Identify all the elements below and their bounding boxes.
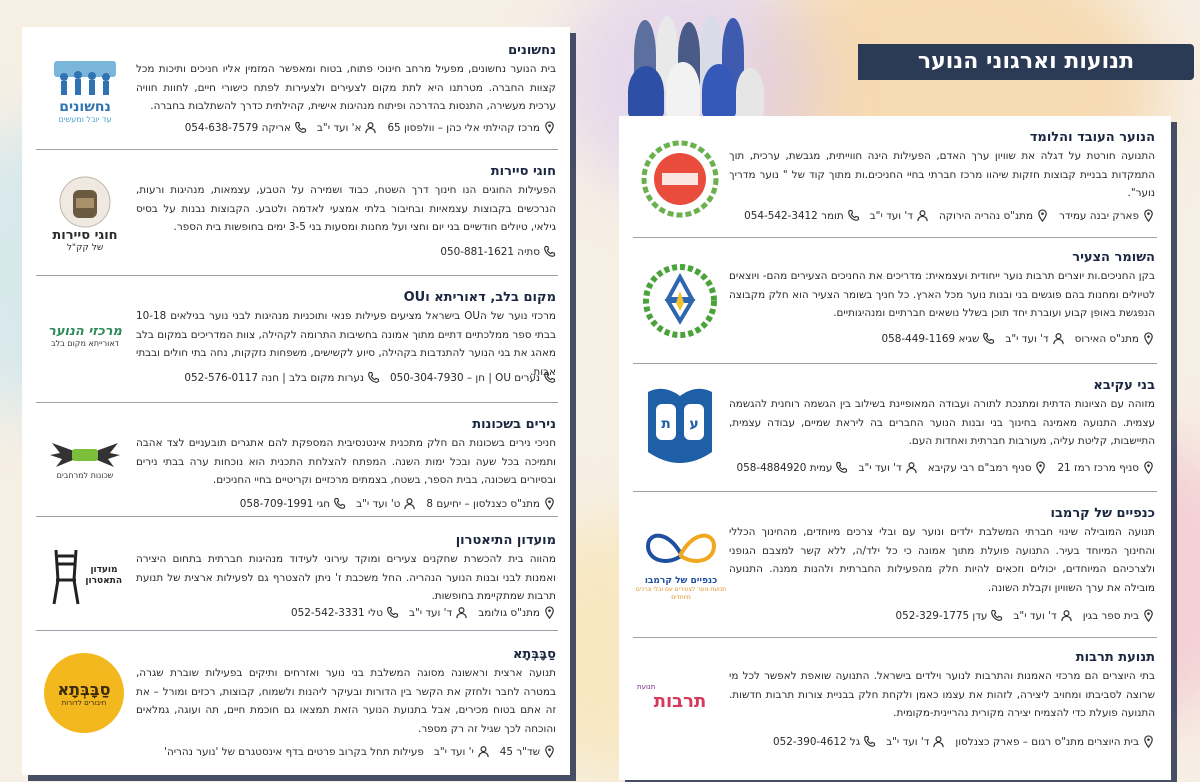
phone-icon xyxy=(294,121,307,134)
org-name: חוגי סיירות xyxy=(490,164,556,179)
star-wreath-icon xyxy=(640,261,720,341)
org-card-krembo xyxy=(633,492,1157,638)
svg-text:ת: ת xyxy=(661,416,671,432)
location-icon xyxy=(1034,461,1047,474)
org-description: תנועה ארצית וראשונה מסוגה המשלבת בני נוער ואזרחים ותיקים בפעילות שוברת שגרה, במטרה לחבר ולחזק את הקשר בין הדורות ובעיקר ליהנות ולשמוח, קבוצות, רכזים ומורל – את זה אתם בטוח מכירים, אבל בתנועת הנוער הזאת תמצאו גם חוכמת חיים, תה ועוגה, גמלאים והוכחה לכך שגיל זה רק מספר. xyxy=(136,667,556,735)
org-contact: בית ספר בגין ד' ועד י"ב עדן 052-329-1775 xyxy=(896,609,1156,622)
left-panel xyxy=(22,27,570,775)
phone-icon xyxy=(847,209,860,222)
person-icon xyxy=(932,735,945,748)
location-icon xyxy=(1142,461,1155,474)
org-logo: תנועת תרבות xyxy=(637,682,707,712)
location-icon xyxy=(1036,209,1049,222)
org-logo: כנפיים של קרמבו תנועת נוער לצעירים עם ובלי צרכים מיוחדים xyxy=(635,514,727,614)
org-logo xyxy=(637,380,723,476)
org-card-sababta xyxy=(36,631,558,769)
org-name: נחשונים xyxy=(508,43,556,58)
person-icon xyxy=(477,745,490,758)
person-icon xyxy=(455,606,468,619)
phone-icon xyxy=(863,735,876,748)
org-card-noar-haoved xyxy=(633,120,1157,238)
phone-icon xyxy=(367,371,380,384)
org-name: נירים בשכונות xyxy=(472,417,556,432)
wings-icon xyxy=(48,439,122,471)
org-contact: נערים OU | חן – 050-304-7930 נערות מקום בלב | חנה 052-576-0117 xyxy=(184,371,556,384)
org-name: השומר הצעיר xyxy=(1072,250,1155,265)
org-description: מרכזי נוער של הOU בישראל מציעים פעילות פנאי ותוכניות מנהיגות לבני נוער בגילאים 10-18 בבתי ספר ממלכתיים דתיים מתוך אמונה בחשיבות התרומה לקהילה, צוות המדריכים במקום בלב מאהג את בני הנוער להתנדבות בקהילה, סיוע לקשישים, משפחות נזקקות, נחה בתי חולים ובבתי אבות. xyxy=(136,310,556,378)
org-card-hashomer-hatzair xyxy=(633,238,1157,364)
page-title: תנועות וארגוני הנוער xyxy=(858,44,1194,80)
org-name: תנועת תרבות xyxy=(1075,650,1155,665)
location-icon xyxy=(543,745,556,758)
org-name: סַבָּבְּתָא xyxy=(512,647,556,662)
phone-icon xyxy=(835,461,848,474)
person-icon xyxy=(905,461,918,474)
org-card-sayarot xyxy=(36,150,558,276)
org-logo: מרכזי הנוער דאורייתא מקום בלב xyxy=(48,324,122,348)
location-icon xyxy=(1142,332,1155,345)
org-name: מועדון התיאטרון xyxy=(455,533,556,548)
org-card-theatre xyxy=(36,517,558,631)
org-card-makom-balev xyxy=(36,276,558,403)
location-icon xyxy=(1142,609,1155,622)
backpack-icon xyxy=(54,176,116,228)
org-contact: פארק יבנה עמידר מתנ"ס נהריה הירוקה ד' ועד י"ב תומר 054-542-3412 xyxy=(744,209,1155,222)
org-logo xyxy=(637,136,723,222)
org-description: חניכי נירים בשכונות הם חלק מתכנית אינטנסיבית המספקת להם אתגרים תובעניים לצד אהבה ותמיכה בכל שעה ובכל ימות השנה. המפתח להצלחת התכנית הוא נוכחות ערה בבתי נירים ובסיורים בשכונה, בבית הספר, בשטח, בצמתים מרכזיים וקריטיים בחיי החניכים. xyxy=(136,437,556,486)
org-logo: חוגי סיירות של קק"ל xyxy=(40,164,130,264)
chair-icon xyxy=(48,546,84,606)
org-contact: מתנ"ס האירוס ד' ועד י"ב שגיא 058-449-1169 xyxy=(882,332,1155,345)
location-icon xyxy=(1142,735,1155,748)
svg-text:ע: ע xyxy=(689,416,699,432)
org-card-bnei-akiva xyxy=(633,364,1157,492)
wreath-logo-icon xyxy=(640,139,720,219)
org-description: בית הנוער נחשונים, מפעיל מרחב חינוכי פתוח, בטוח ומאפשר המזמין אליו חניכים ותיכות מכל קצוות החברה. מטרתנו היא לתת מקום לצעירים ולצעירות לפתח כישורי חיים, לחוות חוויה ערכית מעשירה, התנסות בהדרכה ופיתוח מנהיגות אישית, קהילתית כדרך להשתלבות בחברה. xyxy=(136,63,556,112)
org-description: מהווה בית להכשרת שחקנים צעירים ומוקד עירוני לעידוד מנהיגות חברתית בתחום היצירה ואמנות לבני ובנות הנוער הנהריה. החל משכבת ז' ניתן להצטרף גם לפעילות ארצית של תנועת תרבות שמתקיימת בחופשות. xyxy=(136,553,556,602)
person-icon xyxy=(916,209,929,222)
org-card-nirim xyxy=(36,403,558,517)
phone-icon xyxy=(386,606,399,619)
org-description: מזוהה עם הציונות הדתית ומתנכת לתורה ועבודה המאופיינת בשילוב בין הגשמה רוחנית להגשמה עצמית. התנועה מאמינה בחינוך בני ובנות הנוער החברים בה ליראת שמיים, עבודה עצמית, התיישבות, קליטת עליה, מעורבות חברתית ואחדות העם. xyxy=(729,398,1155,447)
org-description: תנועה המובילה שינוי חברתי המשלבת ילדים ונוער עם ובלי צרכים מיוחדים, מהחינוך הכללי והחינוך המיוחד בעיר. התנועה פועלת מתוך אמונה כי כל ילד/ה, ללא קשר למצבם הגופני ולצרכיהם המיוחדים, יכולים וזכאים להיות חלק מהפעילות החברתית ולהנות ממנה. התנועה מובילה את ערך השוויון וקבלת השונה. xyxy=(729,526,1155,594)
location-icon xyxy=(543,497,556,510)
org-name: כנפיים של קרמבו xyxy=(1050,506,1155,521)
org-contact: שד"ר 45 י' ועד י"ב פעילות תחל בקרוב פרטים בדף אינסטגרם של 'נוער נהריה' xyxy=(164,745,556,758)
org-contact: מתנ"ס כצנלסון – יחיעם 8 ט' ועד י"ב חגי 058-709-1991 xyxy=(240,497,556,510)
org-logo: שכונות למרחבים xyxy=(40,429,130,489)
phone-icon xyxy=(543,245,556,258)
right-panel xyxy=(619,116,1171,780)
org-description: בתי היוצרים הם מרכזי האמנות והתרבות לנוער וילדים בישראל. התנועה שואפת לאפשר לכל מי שרוצה לסביבתו ומחויב ליצירה, לזהות את עצמו כאמן ולקחת חלק בבניית צורות תרבות חדשות. התנועה פועלת כדי להצמיח יצירה מקורית נהריינית-מקומית. xyxy=(729,670,1155,719)
person-icon xyxy=(1060,609,1073,622)
org-logo xyxy=(637,256,723,346)
org-description: הפעילות החוגים הנו חינוך דרך השטח, כבוד ושמירה על הטבע, עצמאות, מנהיגות ורעות, הנרכשים בקבוצות עצמאיות ובחיבור בלתי אמצעי לאדמה ולטבע. הקבוצות נבנות על בסיס גילאי, טיולים חודשיים בני יום וחצי ועל מחנות ומסעות בני 3-5 ימים בחופשות בית הספר. xyxy=(136,184,556,233)
org-description: בקן החניכים.ות יוצרים תרבות נוער ייחודית ועצמאית: מדריכים את החניכים הצעירים מהם- ויוצאים לטיולים ומחנות בהם פוגשים בני ובנות נוער מכל הארץ. כל חניך בשומר הצעיר הוא חלק מקבוצה הנפגשת באופן קבוע ועוברת יחד תוכן בשלל נושאים חברתיים ומנהיגותיים. xyxy=(729,270,1155,319)
phone-icon xyxy=(982,332,995,345)
org-contact: סתיה 050-881-1621 xyxy=(440,245,556,258)
org-card-tarbut xyxy=(633,638,1157,774)
org-description: התנועה חורטת על דגלה את שוויון ערך האדם, הפעילות הינה חווייתית, מגבשת, ערכית, תוך התמקדות בבניית קבוצות חזקות שיהוו מרכז חברתי בחיי החניכים.ות מתוך קוד של " נוער מדריך נוער". xyxy=(729,150,1155,199)
location-icon xyxy=(1142,209,1155,222)
location-icon xyxy=(543,606,556,619)
phone-icon xyxy=(990,609,1003,622)
org-name: הנוער העובד והלומד xyxy=(1029,130,1155,145)
person-icon xyxy=(364,121,377,134)
group-photo xyxy=(624,12,764,118)
people-icon xyxy=(50,55,120,99)
phone-icon xyxy=(333,497,346,510)
person-icon xyxy=(403,497,416,510)
org-contact: מתנ"ס גולומב ד' ועד י"ב טלי 052-542-3331 xyxy=(291,606,556,619)
org-logo: מועדון התאטרון xyxy=(40,531,130,621)
org-name: בני עקיבא xyxy=(1093,378,1155,393)
org-logo: נחשונים עד יובל ומעשים xyxy=(40,43,130,135)
org-logo: סַבָּבְּתָא חיבורים לדורות xyxy=(44,653,124,733)
org-contact: מרכז קהילתי אלי כהן – וולפסון 65 א' ועד י"ב אריקה 054-638-7579 xyxy=(185,121,556,134)
person-icon xyxy=(1052,332,1065,345)
org-name: מקום בלב, דאוריתא וOU xyxy=(403,290,556,305)
location-icon xyxy=(543,121,556,134)
butterfly-icon xyxy=(642,526,720,576)
phone-icon xyxy=(543,371,556,384)
tablets-icon xyxy=(640,382,720,474)
org-contact: סניף מרכז רמז 21 סניף רמב"ם רבי עקיבא ד' ועד י"ב עמית 058-4884920 xyxy=(737,461,1155,474)
org-card-nachshonim xyxy=(36,33,558,150)
org-contact: בית היוצרים מתנ"ס רגום – פארק כצנלסון ד' ועד י"ב גל 052-390-4612 xyxy=(773,735,1155,748)
